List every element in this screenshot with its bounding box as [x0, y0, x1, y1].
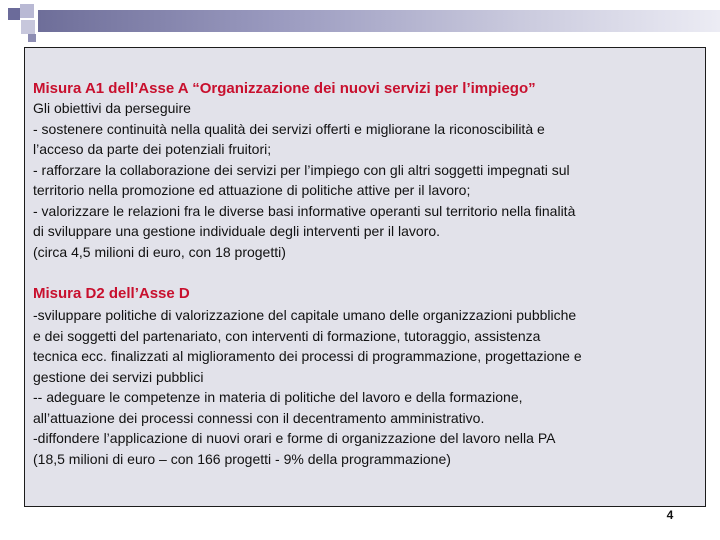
decorative-square [28, 34, 36, 42]
section2-line: -diffondere l’applicazione di nuovi orari e forme di organizzazione del lavoro nella PA [33, 430, 556, 446]
section1-line: l’acceso da parte dei potenziali fruitori; [33, 141, 272, 157]
section1-line: territorio nella promozione ed attuazione di politiche attive per il lavoro; [33, 182, 471, 198]
decorative-square [21, 20, 35, 34]
decorative-square [20, 4, 34, 18]
section2-line: (18,5 milioni di euro – con 166 progetti - 9% della programmazione) [33, 450, 451, 467]
section2-body [33, 305, 708, 469]
section1-line: - rafforzare la collaborazione dei servizi per l’impiego con gli altri soggetti impegnati sul [33, 161, 570, 178]
section1-line: di sviluppare una gestione individuale degli interventi per il lavoro. [33, 223, 441, 239]
page-number: 4 [666, 508, 674, 522]
section1-body [33, 98, 708, 262]
section1-line: Gli obiettivi da perseguire [33, 100, 191, 116]
decorative-square [8, 8, 20, 20]
section2-title: Misura D2 dell’Asse D [33, 285, 190, 302]
section2-line: all’attuazione dei processi connessi con il decentramento amministrativo. [33, 409, 485, 426]
section1-line: - valorizzare le relazioni fra le diverse basi informative operanti sul territorio nella finalità [33, 202, 576, 219]
section1-line: - sostenere continuità nella qualità dei servizi offerti e migliorane la riconoscibilità e [33, 120, 545, 137]
section2-line: gestione dei servizi pubblici [33, 368, 204, 385]
section2-line: e dei soggetti del partenariato, con interventi di formazione, tutoraggio, assistenza [33, 327, 541, 344]
section2-line: -- adeguare le competenze in materia di politiche del lavoro e della formazione, [33, 389, 523, 405]
section2-line: tecnica ecc. finalizzati al miglioramento dei processi di programmazione, progettazione e [33, 348, 582, 364]
section1-line: (circa 4,5 milioni di euro, con 18 progetti) [33, 243, 286, 260]
header-gradient-bar [38, 10, 720, 32]
section2-line: -sviluppare politiche di valorizzazione del capitale umano delle organizzazioni pubbliche [33, 307, 577, 323]
section1-title: Misura A1 dell’Asse A “Organizzazione dei nuovi servizi per l’impiego” [33, 80, 536, 97]
